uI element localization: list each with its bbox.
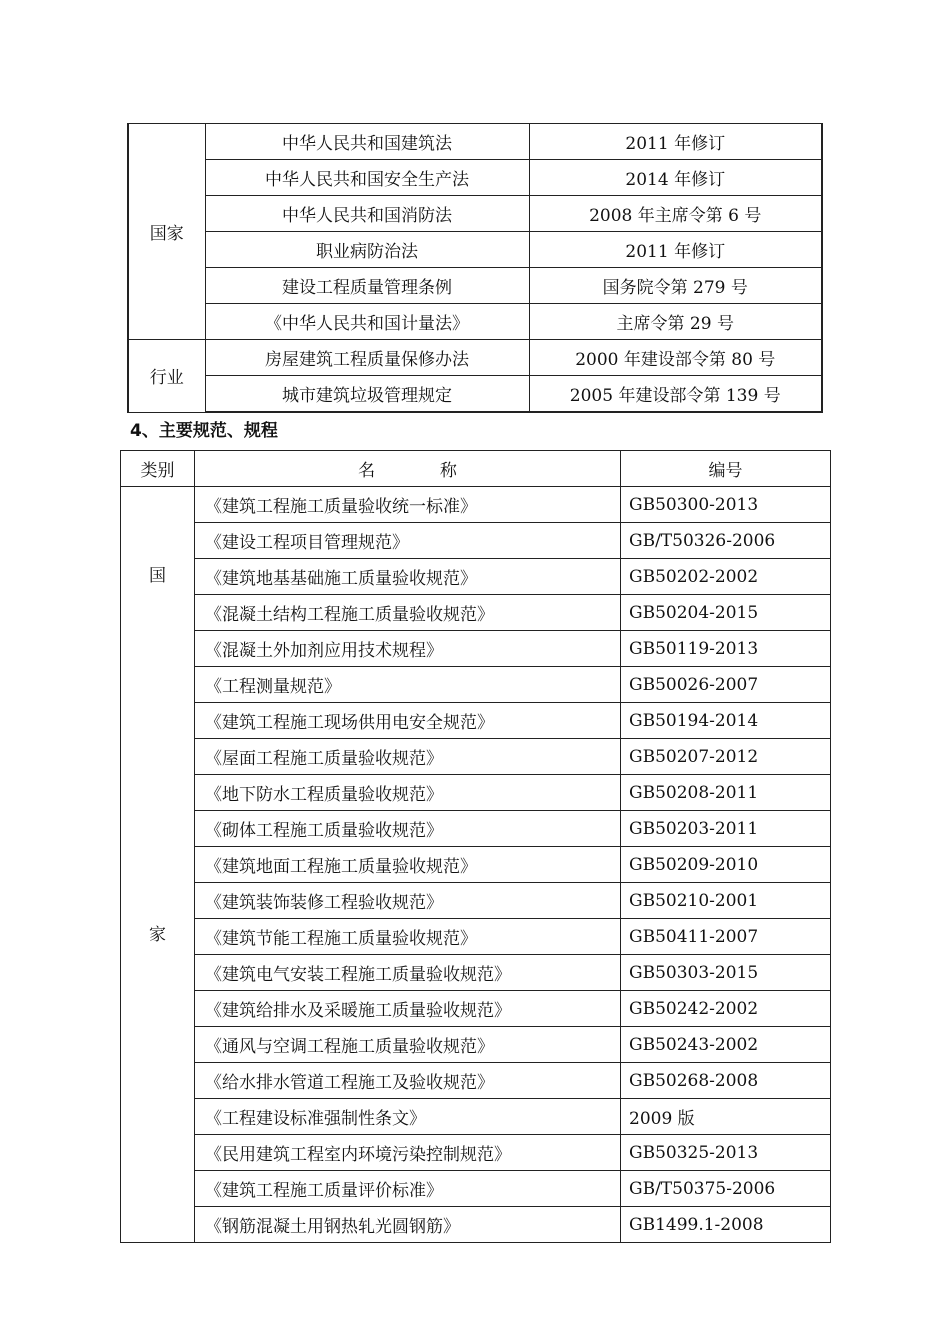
standard-code: GB50303-2015 xyxy=(621,955,831,991)
law-reference: 2005 年建设部令第 139 号 xyxy=(529,376,822,413)
law-reference: 国务院令第 279 号 xyxy=(529,268,822,304)
header-category: 类别 xyxy=(121,451,195,487)
standard-code: GB50209-2010 xyxy=(621,847,831,883)
standard-name: 《建设工程项目管理规范》 xyxy=(195,523,621,559)
standard-name: 《建筑地面工程施工质量验收规范》 xyxy=(195,847,621,883)
standard-row xyxy=(121,1027,831,1063)
standard-code: GB50411-2007 xyxy=(621,919,831,955)
laws-table xyxy=(127,123,823,413)
standard-row xyxy=(121,919,831,955)
law-reference: 2011 年修订 xyxy=(529,124,822,160)
law-category: 国家 xyxy=(128,124,205,340)
standard-code: GB50325-2013 xyxy=(621,1135,831,1171)
standard-row xyxy=(121,523,831,559)
standard-name: 《工程测量规范》 xyxy=(195,667,621,703)
standard-code: GB50268-2008 xyxy=(621,1063,831,1099)
standards-header-row xyxy=(121,451,831,487)
law-category: 行业 xyxy=(128,340,205,413)
standard-code: 2009 版 xyxy=(621,1099,831,1135)
law-reference: 2014 年修订 xyxy=(529,160,822,196)
law-name: 建设工程质量管理条例 xyxy=(205,268,529,304)
standard-row xyxy=(121,955,831,991)
law-row xyxy=(128,124,822,160)
standard-row xyxy=(121,1063,831,1099)
standard-row xyxy=(121,559,831,595)
standard-row xyxy=(121,775,831,811)
law-name: 《中华人民共和国计量法》 xyxy=(205,304,529,340)
standard-name: 《钢筋混凝土用钢热轧光圆钢筋》 xyxy=(195,1207,621,1243)
law-row xyxy=(128,304,822,340)
standard-row xyxy=(121,703,831,739)
standards-table xyxy=(120,450,831,1243)
standard-name: 《混凝土结构工程施工质量验收规范》 xyxy=(195,595,621,631)
standard-name: 《屋面工程施工质量验收规范》 xyxy=(195,739,621,775)
law-row xyxy=(128,160,822,196)
standard-row xyxy=(121,847,831,883)
standard-code: GB50204-2015 xyxy=(621,595,831,631)
law-name: 房屋建筑工程质量保修办法 xyxy=(205,340,529,376)
standard-name: 《建筑电气安装工程施工质量验收规范》 xyxy=(195,955,621,991)
standard-row xyxy=(121,1099,831,1135)
standard-row xyxy=(121,667,831,703)
standard-name: 《工程建设标准强制性条文》 xyxy=(195,1099,621,1135)
standard-name: 《民用建筑工程室内环境污染控制规范》 xyxy=(195,1135,621,1171)
law-row xyxy=(128,340,822,376)
standard-name: 《建筑工程施工质量验收统一标准》 xyxy=(195,487,621,523)
standard-name: 《通风与空调工程施工质量验收规范》 xyxy=(195,1027,621,1063)
standard-row xyxy=(121,631,831,667)
standard-name: 《建筑地基基础施工质量验收规范》 xyxy=(195,559,621,595)
standard-name: 《砌体工程施工质量验收规范》 xyxy=(195,811,621,847)
standard-category xyxy=(121,487,195,1243)
standard-row xyxy=(121,1135,831,1171)
section-title: 4、主要规范、规程 xyxy=(130,421,278,441)
law-name: 城市建筑垃圾管理规定 xyxy=(205,376,529,413)
standard-code: GB50300-2013 xyxy=(621,487,831,523)
law-row xyxy=(128,268,822,304)
law-reference: 2008 年主席令第 6 号 xyxy=(529,196,822,232)
header-code: 编号 xyxy=(621,451,831,487)
standard-name: 《建筑工程施工现场供用电安全规范》 xyxy=(195,703,621,739)
law-row xyxy=(128,376,822,413)
standard-category-char: 家 xyxy=(149,925,166,945)
standard-category-char: 国 xyxy=(149,566,166,586)
standard-row xyxy=(121,487,831,523)
standard-row xyxy=(121,883,831,919)
standard-code: GB50207-2012 xyxy=(621,739,831,775)
laws-table-body xyxy=(128,124,822,413)
standard-code: GB50194-2014 xyxy=(621,703,831,739)
standard-name: 《建筑装饰装修工程验收规范》 xyxy=(195,883,621,919)
standard-code: GB50119-2013 xyxy=(621,631,831,667)
law-reference: 2000 年建设部令第 80 号 xyxy=(529,340,822,376)
law-name: 中华人民共和国安全生产法 xyxy=(205,160,529,196)
standard-code: GB50243-2002 xyxy=(621,1027,831,1063)
standard-code: GB50242-2002 xyxy=(621,991,831,1027)
standard-row xyxy=(121,739,831,775)
header-name: 名 称 xyxy=(195,451,621,487)
standards-table-body xyxy=(121,487,831,1243)
standard-name: 《地下防水工程质量验收规范》 xyxy=(195,775,621,811)
standard-row xyxy=(121,811,831,847)
standard-name: 《建筑工程施工质量评价标准》 xyxy=(195,1171,621,1207)
standard-code: GB50202-2002 xyxy=(621,559,831,595)
standard-name: 《建筑节能工程施工质量验收规范》 xyxy=(195,919,621,955)
standard-code: GB50210-2001 xyxy=(621,883,831,919)
standard-code: GB1499.1-2008 xyxy=(621,1207,831,1243)
law-name: 中华人民共和国消防法 xyxy=(205,196,529,232)
standard-row xyxy=(121,1207,831,1243)
law-name: 职业病防治法 xyxy=(205,232,529,268)
law-name: 中华人民共和国建筑法 xyxy=(205,124,529,160)
standard-code: GB50203-2011 xyxy=(621,811,831,847)
standard-row xyxy=(121,991,831,1027)
standard-code: GB50026-2007 xyxy=(621,667,831,703)
standard-row xyxy=(121,595,831,631)
standard-name: 《建筑给排水及采暖施工质量验收规范》 xyxy=(195,991,621,1027)
law-row xyxy=(128,232,822,268)
standard-code: GB/T50375-2006 xyxy=(621,1171,831,1207)
standard-row xyxy=(121,1171,831,1207)
standard-name: 《给水排水管道工程施工及验收规范》 xyxy=(195,1063,621,1099)
standard-name: 《混凝土外加剂应用技术规程》 xyxy=(195,631,621,667)
law-row xyxy=(128,196,822,232)
law-reference: 主席令第 29 号 xyxy=(529,304,822,340)
law-reference: 2011 年修订 xyxy=(529,232,822,268)
standard-code: GB50208-2011 xyxy=(621,775,831,811)
standard-code: GB/T50326-2006 xyxy=(621,523,831,559)
